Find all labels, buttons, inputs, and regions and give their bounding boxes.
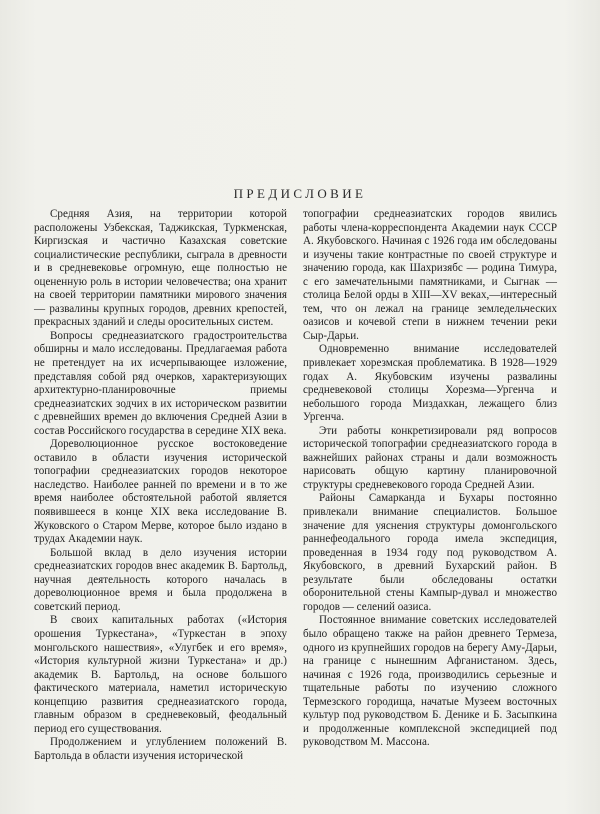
paragraph: Продолжением и углублением положений В. Бартольда в области изучения исторической xyxy=(34,736,287,762)
paragraph: Одновременно внимание исследователей привлекает хорезмская проблематика. В 1928—1929 годах А. Якубовским изучены развалины средневековой столицы Хорезма—Ургенча и небольшого города Миздахкан, лежащего близ Ургенча. xyxy=(303,343,557,424)
paragraph: Средняя Азия, на территории которой расположены Узбекская, Таджикская, Туркменская, Киргизская и частично Казахская советские социалистические республики, сыграла в древности и в средневековье огромную, еще полностью не оцененную роль в истории человечества; она хранит на своей территории памятники мирового значения — развалины крупных городов, древних крепостей, прекрасных зданий и следы оросительных систем. xyxy=(34,208,287,329)
paragraph-continued: топографии среднеазиатских городов явились работы члена-корреспондента Академии наук СССР А. Якубовского. Начиная с 1926 года им обследованы и изучены такие контрастные по своей структуре и значению города, как Шахризябс — родина Тимура, с его замечательными памятниками, и Сыгнак — столица Белой орды в XIII—XV веках,—интересный тем, что он лежал на границе земледельческих оазисов и кочевой степи в нижнем течении реки Сыр-Дарьи. xyxy=(303,208,557,342)
paragraph: В своих капитальных работах («История орошения Туркестана», «Туркестан в эпоху монгольского нашествия», «Улугбек и его время», «История культурной жизни Туркестана» и др.) академик В. Бартольд, на основе большого фактического материала, наметил историческую концепцию развития среднеазиатского города, главным образом в средневековый, феодальный период его существования. xyxy=(34,614,287,735)
left-column xyxy=(34,208,287,763)
page-title: ПРЕДИСЛОВИЕ xyxy=(233,186,367,201)
right-column xyxy=(303,208,557,750)
paragraph: Большой вклад в дело изучения истории среднеазиатских городов внес академик В. Бартольд, научная деятельность которого началась в дореволюционное время и была продолжена в советский период. xyxy=(34,546,287,613)
paragraph: Эти работы конкретизировали ряд вопросов исторической топографии среднеазиатского города в важнейших районах страны и дали возможность нарисовать общую картину планировочной структуры средневекового города Средней Азии. xyxy=(303,424,557,491)
paragraph: Районы Самарканда и Бухары постоянно привлекали внимание специалистов. Большое значение для уяснения структуры домонгольского раннефеодального города имела экспедиция, проведенная в 1934 году под руководством А. Якубовского, в древний Бухарский район. В результате были обследованы остатки оборонительной стены Кампыр-дувал и множество городов — селений оазиса. xyxy=(303,492,557,613)
paragraph: Вопросы среднеазиатского градостроительства обширны и мало исследованы. Предлагаемая работа не претендует на их исчерпывающее изложение, представляя собой ряд очерков, характеризующих архитектурно-планировочные приемы среднеазиатских зодчих в их историческом развитии с древнейших времен до включения Средней Азии в состав Российского государства в середине XIX века. xyxy=(34,329,287,437)
paragraph: Дореволюционное русское востоковедение оставило в области изучения исторической топографии среднеазиатских городов некоторое наследство. Наиболее ранней по времени и в то же время наиболее обстоятельной работой является появившееся в конце XIX века исследование В. Жуковского о Старом Мерве, которое было издано в трудах Академии наук. xyxy=(34,438,287,546)
paragraph: Постоянное внимание советских исследователей было обращено также на район древнего Термеза, одного из крупнейших городов на берегу Аму-Дарьи, на границе с нынешним Афганистаном. Здесь, начиная с 1926 года, производились серьезные и тщательные работы по изучению сложного Термезского городища, начатые Музеем восточных культур под руководством Б. Денике и Б. Засыпкина и продолженные комплексной экспедицией под руководством М. Массона. xyxy=(303,614,557,749)
